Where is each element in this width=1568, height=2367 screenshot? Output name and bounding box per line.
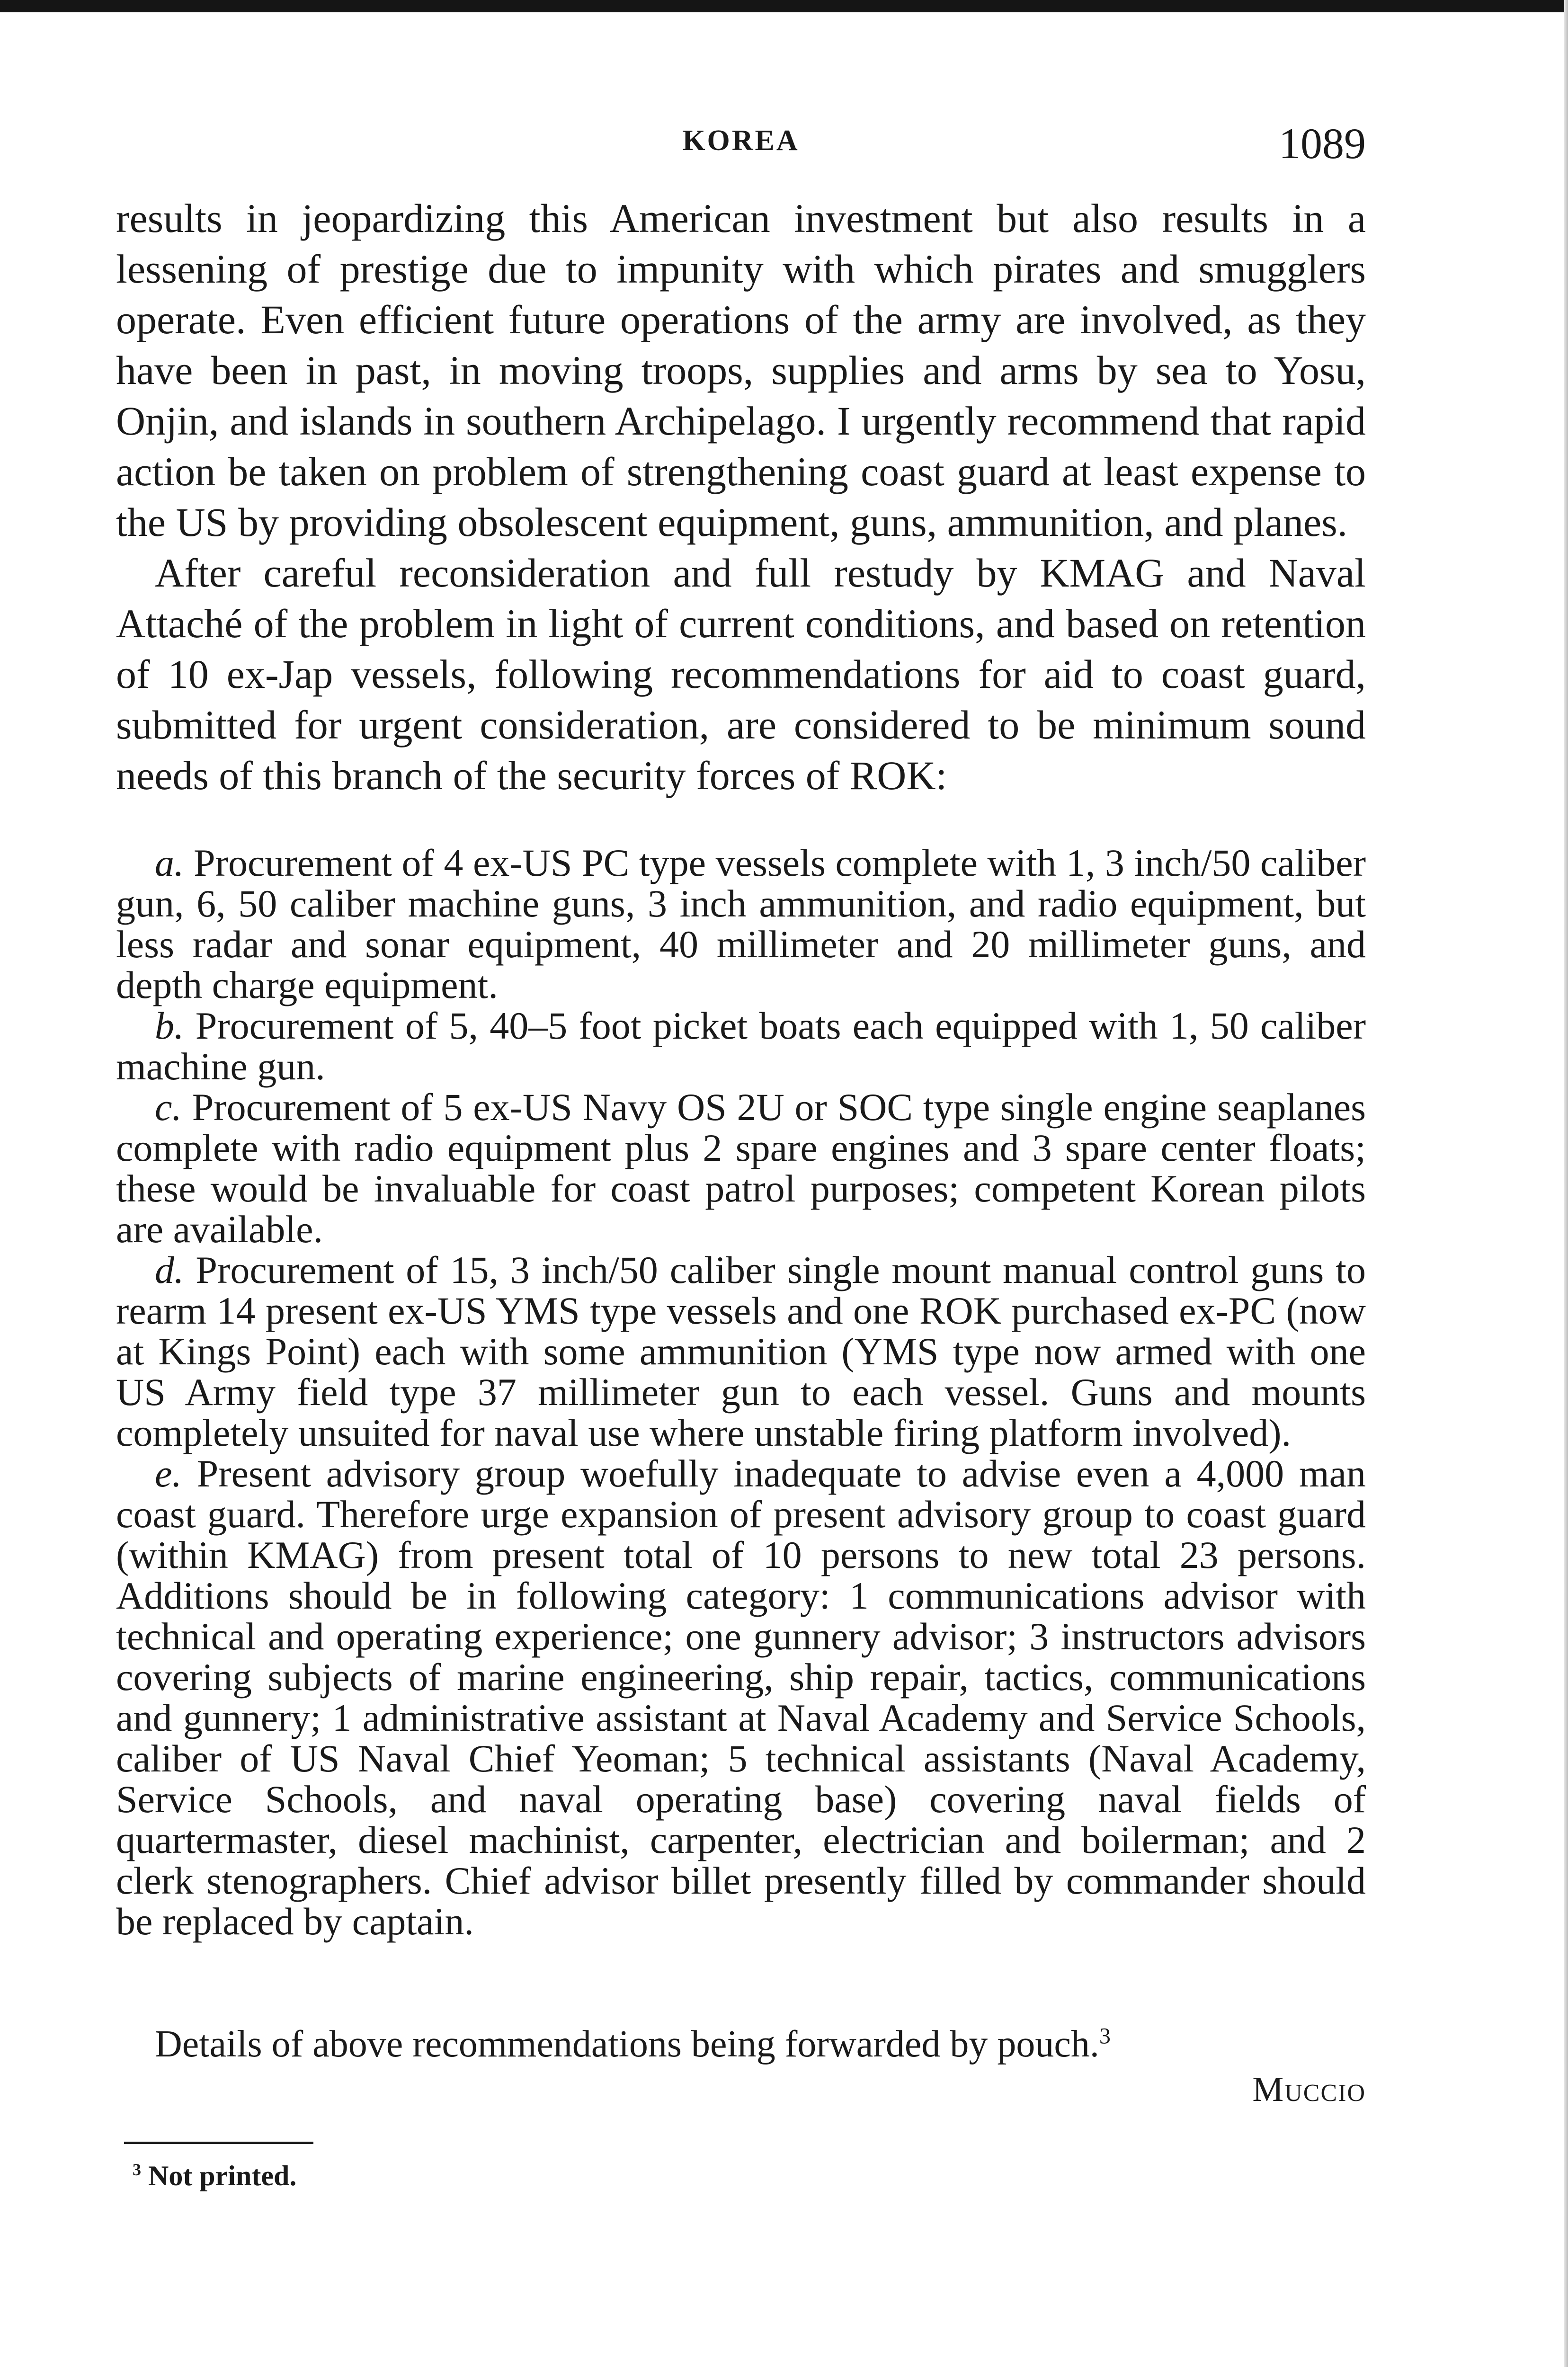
- footnote-text: Not printed.: [148, 2160, 297, 2191]
- closing-sentence: [116, 2021, 1366, 2067]
- item-letter: c.: [155, 1086, 182, 1129]
- paragraph-continuation: results in jeopardizing this American investment but also results in a lessening of prestige due to impunity with which pirates and smugglers operate. Even efficient future operations of the army are involved, as they have been in past, in moving troops, supplies and arms by sea to Yosu, Onjin, and islands in southern Archipelago. I urgently recommend that rapid action be taken on problem of strengthening coast guard at least expense to the US by providing obsolescent equipment, guns, ammunition, and planes.: [116, 196, 1366, 545]
- item-text: Procurement of 5 ex-US Navy OS 2U or SOC type single engine seaplanes complete with radio equipment plus 2 spare engines and 3 spare center floats; these would be invaluable for coast patrol purposes; competent Korean pilots are available.: [116, 1086, 1366, 1251]
- list-item-b: [116, 1006, 1366, 1087]
- item-text: Procurement of 15, 3 inch/50 caliber single mount manual control guns to rearm 14 present ex-US YMS type vessels and one ROK purchased ex-PC (now at Kings Point) each with some ammunition (YMS type now armed with one US Army field type 37 millimeter gun to each vessel. Guns and mounts completely unsuited for naval use where unstable firing platform involved).: [116, 1248, 1366, 1454]
- list-item-d: [116, 1250, 1366, 1453]
- running-head: [116, 118, 1366, 168]
- item-letter: d.: [155, 1248, 184, 1291]
- paragraph-recommendations-intro: After careful reconsideration and full restudy by KMAG and Naval Attaché of the problem in light of current conditions, and based on retention of 10 ex-Jap vessels, following recommendations for aid to coast guard, submitted for urgent consideration, are considered to be minimum sound needs of this branch of the security forces of ROK:: [116, 550, 1366, 798]
- body-text: [116, 193, 1366, 801]
- footnote: [133, 2160, 296, 2192]
- item-letter: b.: [155, 1004, 184, 1047]
- item-text: Present advisory group woefully inadequate to advise even a 4,000 man coast guard. Therefore urge expansion of present advisory group to coast guard (within KMAG) from present total of 10 persons to new total 23 persons. Additions should be in following category: 1 communications advisor with technical and operating experience; one gunnery advisor; 3 instructors advisors covering subjects of marine engineering, ship repair, tactics, communications and gunnery; 1 administrative assistant at Naval Academy and Service Schools, caliber of US Naval Chief Yeoman; 5 technical assistants (Naval Academy, Service Schools, and naval operating base) covering naval fields of quartermaster, diesel machinist, carpenter, electrician and boilerman; and 2 clerk stenographers. Chief advisor billet presently filled by commander should be replaced by captain.: [116, 1452, 1366, 1943]
- page-number: 1089: [1279, 119, 1366, 168]
- item-letter: e.: [155, 1452, 182, 1495]
- signature: Muccio: [1252, 2070, 1366, 2109]
- item-text: Procurement of 5, 40–5 foot picket boats each equipped with 1, 50 caliber machine gun.: [116, 1004, 1366, 1088]
- item-letter: a.: [155, 841, 184, 884]
- footnote-divider: [124, 2142, 313, 2144]
- list-item-a: [116, 843, 1366, 1006]
- page-edge-shadow: [1564, 0, 1568, 2367]
- footnote-reference[interactable]: 3: [1099, 2023, 1111, 2049]
- top-border: [0, 0, 1568, 12]
- list-item-c: [116, 1087, 1366, 1250]
- closing: [116, 2021, 1366, 2112]
- footnote-marker: 3: [133, 2160, 141, 2179]
- running-title: KOREA: [682, 125, 800, 157]
- closing-text: Details of above recommendations being forwarded by pouch.: [155, 2023, 1099, 2065]
- list-item-e: [116, 1453, 1366, 1942]
- item-text: Procurement of 4 ex-US PC type vessels complete with 1, 3 inch/50 caliber gun, 6, 50 caliber machine guns, 3 inch ammunition, and radio equipment, but less radar and sonar equipment, 40 millimeter and 20 millimeter guns, and depth charge equipment.: [116, 841, 1366, 1006]
- recommendation-list: [116, 843, 1366, 1942]
